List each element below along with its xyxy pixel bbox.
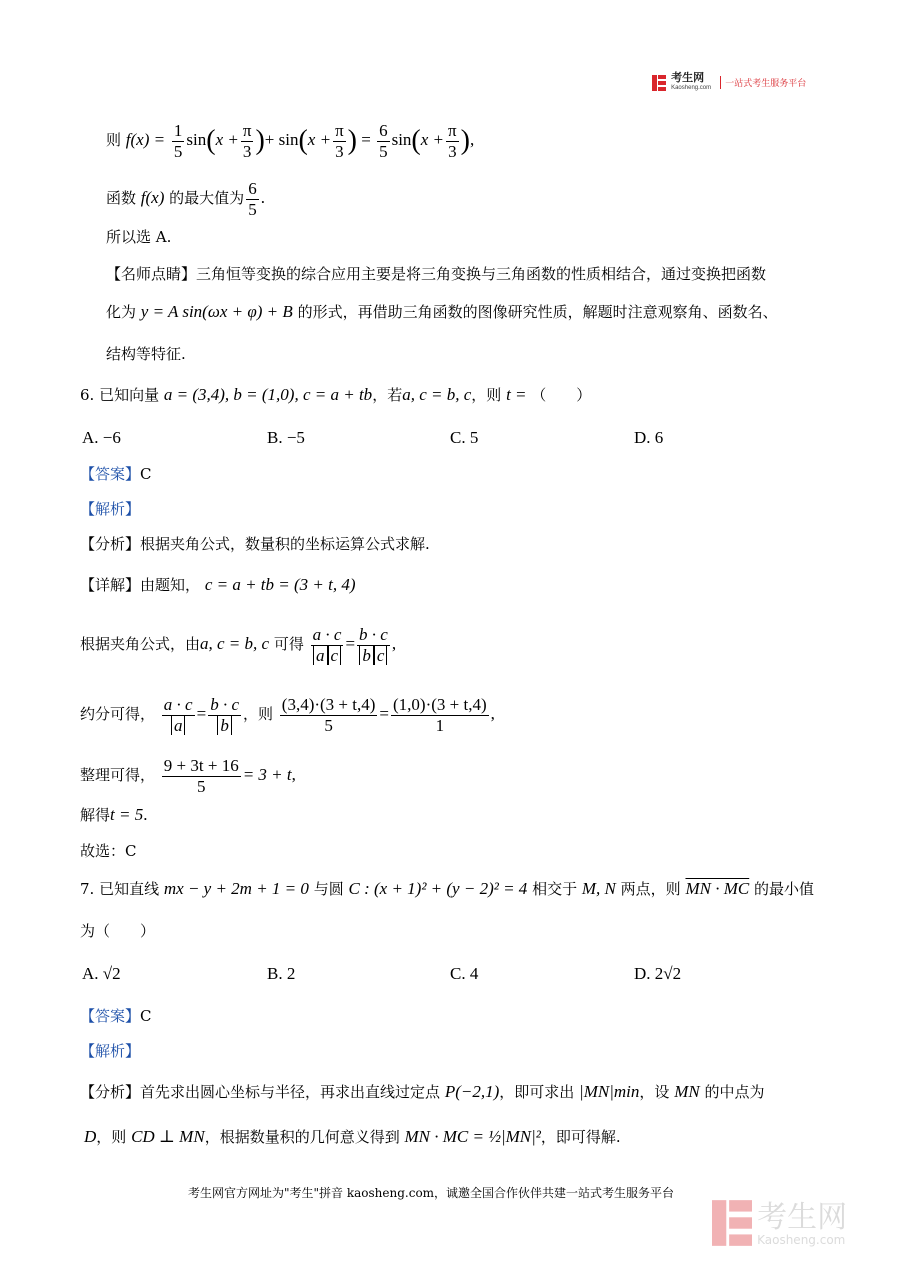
q7-stem-d: 两点，则 <box>620 880 681 898</box>
q7-stem-b: 与圆 <box>313 880 344 898</box>
f-lhs: f(x) = <box>125 130 166 149</box>
frac-6-5: $\frac{6}{5}$ <box>379 120 388 161</box>
logo-sub: Kaosheng.com <box>671 84 712 91</box>
q7-fenxi-a: 首先求出圆心坐标与半径，再求出直线过定点 <box>140 1083 441 1101</box>
q6-step4-a: 解得 <box>80 806 111 824</box>
tip-text2-a: 化为 <box>106 303 137 321</box>
q7-circle: C : (x + 1)² + (y − 2)² = 4 <box>348 879 528 898</box>
frac-pi-3-b: $\frac{\pi}{3}$ <box>335 120 344 161</box>
q7-line2-b: ，根据数量积的几何意义得到 <box>204 1128 400 1146</box>
q7-option-b: B. 2 <box>267 964 296 983</box>
q6-frac-34: $\frac{(3,4)\cdot(3 + t,4)}{5}$ <box>281 694 376 735</box>
q7-mn: M, N <box>581 879 616 898</box>
logo-mark-icon <box>652 75 666 91</box>
frac-pi-3-a: $\frac{\pi}{3}$ <box>242 120 252 161</box>
q7-point: P(−2,1) <box>444 1082 500 1101</box>
q6-option-c: C. 5 <box>450 428 479 447</box>
q7-fenxi-b: ，即可求出 <box>499 1083 575 1101</box>
q6-detail-formula: c = a + tb = (3 + t, 4) <box>204 575 356 594</box>
logo-text: 考生网 <box>671 71 705 84</box>
q7-answer-label: 【答案】 <box>80 1007 141 1025</box>
tip-line-3: 结构等特征. <box>106 345 186 363</box>
q6-fenxi-text: 根据夹角公式，数量积的坐标运算公式求解. <box>140 535 430 553</box>
q7-stem-e: 的最小值 <box>754 880 815 898</box>
q6-detail-a: 由题知， <box>140 576 201 594</box>
q6-step1: 根据夹角公式，由a, c = b, c 可得 $\frac{a \cdot c}{\text{a c}}$ = $\frac{b \cdot c}{\text{b c}}$ , <box>80 624 397 665</box>
q7-line2 <box>84 1128 621 1146</box>
q6-step2-b: ，则 <box>242 705 273 723</box>
q7-analysis-label: 【解析】 <box>80 1042 141 1060</box>
q7-fenxi <box>80 1083 765 1101</box>
footer-watermark <box>712 1200 847 1250</box>
frac-1-5: $\frac{1}{5}$ <box>173 120 183 161</box>
q7-formula: MN · MC = ½|MN|² <box>404 1127 541 1146</box>
q6-answer-label: 【答案】 <box>80 465 141 483</box>
sin-2: sin <box>391 130 412 149</box>
q6-stem-c: ，则 <box>471 386 502 404</box>
q6-option-d: D. 6 <box>634 428 664 447</box>
tip-line-1 <box>106 265 766 283</box>
tip-line-2 <box>106 303 778 321</box>
q7-line2-a: ，则 <box>96 1128 127 1146</box>
q7-mn2: MN <box>674 1082 700 1101</box>
q6-frac-bc2: $\frac{b \cdot c}{b}$ <box>210 694 239 735</box>
tip-formula: y = A sin(ωx + φ) + B <box>140 302 293 321</box>
q6-option-a: A. −6 <box>82 428 121 447</box>
q6-step3: 整理可得， $\frac{9 + 3t + 16}{5}$ = 3 + t, <box>80 755 296 796</box>
tip-text: 三角恒等变换的综合应用主要是将三角变换与三角函数的性质相结合，通过变换把函数 <box>196 265 767 283</box>
watermark-logo-icon <box>712 1200 752 1250</box>
q6-step3-rhs: = 3 + t <box>242 765 292 784</box>
q7-stem-a: 7. 已知直线 <box>80 880 160 898</box>
x-plus-1: x + <box>215 130 239 149</box>
q7-stem-c: 相交于 <box>532 880 578 898</box>
q6-paren: （ ） <box>531 386 592 404</box>
q7-stem-f: 为（ ） <box>80 922 156 940</box>
q6-step4-formula: t = 5 <box>110 805 144 824</box>
choose-a: 所以选 A. <box>106 228 172 246</box>
q7-fenxi-c: ，设 <box>639 1083 670 1101</box>
footer-text: 考生网官方网址为"考生"拼音 kaosheng.com，诚邀全国合作伙伴共建一站式考生服务平台 <box>188 1186 675 1200</box>
q6-stem-b: ，若 <box>372 386 403 404</box>
q6-step2: 约分可得， $\frac{a \cdot c}{a}$ = $\frac{b \cdot c}{b}$ ，则 $\frac{(3,4)\cdot(3 + t,4)}{5}$ = $\frac{(1,0)\cdot(3 + t,4)}{1}$ , <box>80 694 495 735</box>
header-slogan: 一站式考生服务平台 <box>720 76 806 89</box>
q7-answer-value: C <box>140 1007 152 1025</box>
q7-answer <box>80 1007 152 1025</box>
q6-frac-10: $\frac{(1,0)\cdot(3 + t,4)}{1}$ <box>393 694 487 735</box>
q6-stem <box>80 386 591 404</box>
x-plus-2: x + <box>307 130 332 149</box>
tip-label: 【名师点睛】 <box>106 265 197 283</box>
tip-text2-b: 的形式，再借助三角函数的图像研究性质，解题时注意观察角、函数名、 <box>297 303 778 321</box>
q7-line: mx − y + 2m + 1 = 0 <box>163 879 309 898</box>
q6-step4: 解得t = 5. <box>80 805 148 824</box>
q6-final: 故选：C <box>80 842 137 860</box>
q6-answer <box>80 465 152 483</box>
header-logo <box>652 72 806 94</box>
q6-option-b: B. −5 <box>267 428 305 447</box>
q7-dot: MN · MC <box>685 879 750 898</box>
f-intro: 则 <box>106 131 122 149</box>
q6-vectors: a = (3,4), b = (1,0), c = a + tb <box>163 385 373 404</box>
x-plus-3: x + <box>420 130 445 149</box>
q7-D: D <box>84 1127 97 1146</box>
f-formula-line: 则 f(x) = $\frac{1}{5}$ sin(x + $\frac{\pi}{3}$ )+ sin(x + $\frac{\pi}{3}$ ) = $\frac{6}{5}$ sin(x + $\frac{\pi}{3}$ ), <box>106 120 475 161</box>
q6-detail <box>80 576 356 594</box>
q6-frac-sum: $\frac{9 + 3t + 16}{5}$ <box>163 755 239 796</box>
plus-sin: + sin <box>264 130 299 149</box>
q7-stem <box>80 880 814 898</box>
frac-6-5-max: $\frac{6}{5}$ <box>248 178 257 219</box>
max-text-a: 函数 <box>106 189 137 207</box>
q6-analysis-label: 【解析】 <box>80 500 141 518</box>
q6-fenxi-label: 【分析】 <box>80 535 141 553</box>
q6-step1-b: 可得 <box>273 635 304 653</box>
q6-step1-cond: a, c = b, c <box>200 634 270 653</box>
max-fx: f(x) <box>140 188 165 207</box>
q6-answer-value: C <box>140 465 152 483</box>
q7-fenxi-d: 的中点为 <box>704 1083 765 1101</box>
sin-1: sin <box>186 130 207 149</box>
q6-detail-label: 【详解】 <box>80 576 141 594</box>
q7-option-d: D. 2√2 <box>634 964 682 983</box>
q6-t: t = <box>506 385 527 404</box>
frac-pi-3-c: $\frac{\pi}{3}$ <box>448 120 457 161</box>
q7-min: |MN|min <box>579 1082 640 1101</box>
q6-stem-a: 6. 已知向量 <box>80 386 160 404</box>
q7-perp: CD ⊥ MN <box>131 1127 205 1146</box>
watermark-text: 考生网 <box>757 1200 848 1235</box>
q6-step1-a: 根据夹角公式，由 <box>80 635 201 653</box>
q6-frac-bc: $\frac{b \cdot c}{\text{b c}}$ <box>359 624 388 665</box>
watermark-sub: Kaosheng.com <box>757 1233 846 1247</box>
q7-option-a: A. √2 <box>82 964 121 983</box>
q7-line2-c: ，即可得解. <box>540 1128 621 1146</box>
q6-step2-a: 约分可得， <box>80 705 156 723</box>
q6-frac-ac: $\frac{a \cdot c}{\text{a c}}$ <box>312 624 342 665</box>
q6-frac-ac2: $\frac{a \cdot c}{a}$ <box>163 694 193 735</box>
max-value-line: 函数 f(x) 的最大值为 $\frac{6}{5}$ . <box>106 178 265 219</box>
max-text-c: 的最大值为 <box>169 189 245 207</box>
q6-fenxi <box>80 535 430 553</box>
q6-step3-a: 整理可得， <box>80 766 156 784</box>
q7-fenxi-label: 【分析】 <box>80 1083 141 1101</box>
q7-option-c: C. 4 <box>450 964 479 983</box>
q6-cond: a, c = b, c <box>402 385 472 404</box>
